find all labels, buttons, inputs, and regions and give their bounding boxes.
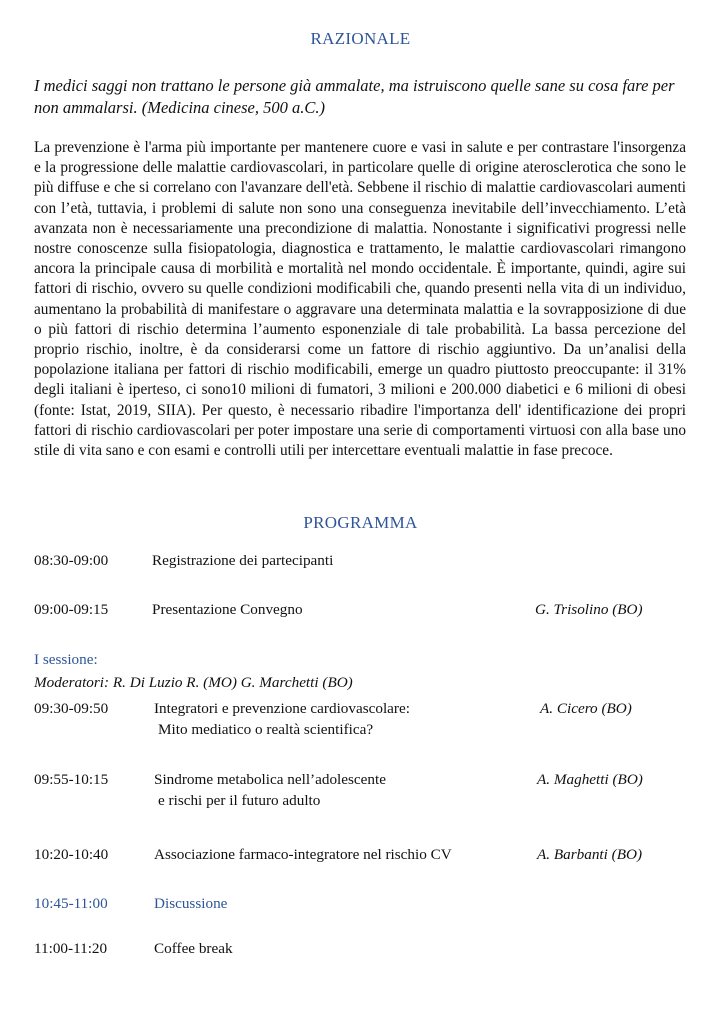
program-title: Sindrome metabolica nell’adolescente <box>154 771 386 788</box>
rationale-body: La prevenzione è l'arma più importante per mantenere cuore e vasi in salute e per contrastare l'insorgenza e la progressione delle malattie cardiovascolari, in particolare quelle di origine aterosclerotica che sono le più diffuse e che si correlano con l'avanzare dell'età. Sebbene il rischio di malattie cardiovascolari aumenti con l’età, tuttavia, i problemi di salute non sono una conseguenza inevitabile dell’invecchiamento. L’età avanzata non è necessariamente una precondizione di malattia. Nonostante i significativi progressi nelle nostre conoscenze sulla fisiopatologia, diagnostica e trattamento, le malattie cardiovascolari rimangono ancora la principale causa di morbilità e mortalità nel mondo occidentale. È importante, quindi, agire sui fattori di rischio, ovvero su quelle condizioni modificabili che, quando presenti nella vita di un individuo, aumentano la probabilità di manifestare o aggravare una determinata malattia e la sovrapposizione di due o più fattori di rischio determina l’aumento esponenziale di tale probabilità. La bassa percezione del proprio rischio, inoltre, è da considerarsi come un fattore di rischio aggiuntivo. Da un’analisi della popolazione italiana per fattori di rischio modificabili, emerge un quadro piuttosto preoccupante: il 31% degli italiani è iperteso, ci sono10 milioni di fumatori, 3 milioni e 200.000 diabetici e 6 milioni di obesi (fonte: Istat, 2019, SIIA). Per questo, è necessario ribadire l'importanza dell' identificazione dei propri fattori di rischio cardiovascolari per poter impostare una serie di comportamenti virtuosi con alla base uno stile di vita sano e con esami e controlli utili per intercettare eventuali malattie in fase precoce. <box>34 139 686 460</box>
program-title-line2: Mito mediatico o realtà scientifica? <box>158 721 374 738</box>
program-speaker: A. Barbanti (BO) <box>537 846 643 863</box>
program-time: 11:00-11:20 <box>34 940 108 957</box>
program-speaker: A. Maghetti (BO) <box>537 771 643 788</box>
program-title: Integratori e prevenzione cardiovascolare: <box>154 700 410 717</box>
program-title: Associazione farmaco-integratore nel rischio CV <box>154 846 452 863</box>
program-time: 08:30-09:00 <box>34 552 109 569</box>
program-title-line2: e rischi per il futuro adulto <box>158 792 321 809</box>
session-label: I sessione: <box>34 651 98 668</box>
program-speaker: G. Trisolino (BO) <box>535 601 643 618</box>
program-title: Discussione <box>154 895 228 912</box>
program-speaker: A. Cicero (BO) <box>540 700 632 717</box>
program-time: 10:45-11:00 <box>34 895 108 912</box>
session-moderators: Moderatori: R. Di Luzio R. (MO) G. Marchetti (BO) <box>34 674 353 691</box>
program-time: 10:20-10:40 <box>34 846 109 863</box>
program-heading: PROGRAMMA <box>303 513 418 532</box>
program-title: Coffee break <box>154 940 233 957</box>
rationale-heading: RAZIONALE <box>310 29 411 48</box>
rationale-quote: I medici saggi non trattano le persone già ammalate, ma istruiscono quelle sane su cosa fare per non ammalarsi. (Medicina cinese, 500 a.C.) <box>34 76 675 117</box>
program-time: 09:30-09:50 <box>34 700 109 717</box>
program-title: Presentazione Convegno <box>152 601 303 618</box>
program-time: 09:00-09:15 <box>34 601 109 618</box>
program-time: 09:55-10:15 <box>34 771 109 788</box>
program-title: Registrazione dei partecipanti <box>152 552 334 569</box>
